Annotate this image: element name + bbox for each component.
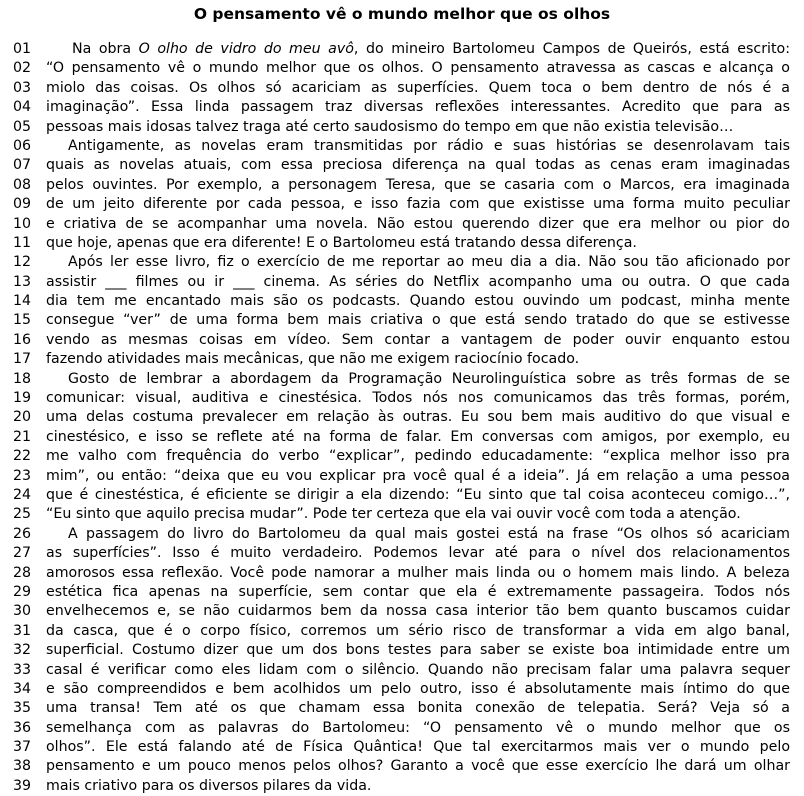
line-text: olhos”. Ele está falando até de Física Quântica! Que tal exercitarmos mais ver o mundo pelo bbox=[46, 739, 790, 756]
line-number: 01 bbox=[13, 41, 32, 57]
line-text: superficial. Costumo dizer que um dos bons testes para saber se existe boa intimidade entre um bbox=[46, 642, 790, 659]
text-line bbox=[0, 292, 804, 311]
line-text: “O pensamento vê o mundo melhor que os olhos. O pensamento atravessa as cascas e alcança o bbox=[46, 60, 790, 77]
line-text: dia tem me encantado mais são os podcasts. Quando estou ouvindo um podcast, minha mente bbox=[46, 293, 790, 310]
text-line bbox=[0, 59, 804, 78]
line-text: Antigamente, as novelas eram transmitidas por rádio e suas histórias se desenrolavam tais bbox=[68, 137, 790, 154]
text-line bbox=[0, 253, 804, 272]
line-text: cinestésico, e isso se reflete até na forma de falar. Em conversas com amigos, por exemplo, eu bbox=[46, 428, 790, 445]
line-number: 12 bbox=[13, 254, 32, 271]
text-line bbox=[0, 680, 804, 699]
text-line bbox=[0, 215, 804, 234]
line-text: fazendo atividades mais mecânicas, que não me exigem raciocínio focado. bbox=[46, 351, 580, 368]
text-line bbox=[0, 176, 804, 195]
line-number: 13 bbox=[13, 273, 32, 290]
line-number: 36 bbox=[13, 719, 32, 736]
line-text: e criativa de se acompanhar uma novela. Não estou querendo dizer que era melhor ou pior do bbox=[46, 215, 790, 232]
text-line bbox=[0, 602, 804, 621]
text-line bbox=[0, 273, 804, 292]
text-title: O pensamento vê o mundo melhor que os olhos bbox=[193, 5, 611, 23]
line-number: 22 bbox=[13, 448, 32, 465]
text-line bbox=[0, 467, 804, 486]
text-line bbox=[0, 738, 804, 757]
text-line bbox=[0, 757, 804, 776]
text-line bbox=[0, 661, 804, 680]
line-number: 26 bbox=[13, 525, 32, 542]
line-text: vendo as mesmas coisas em vídeo. Sem contar a vantagem de poder ouvir enquanto estou bbox=[46, 331, 790, 348]
line-number: 08 bbox=[13, 176, 32, 193]
line-number: 07 bbox=[13, 157, 32, 174]
line-number: 39 bbox=[13, 777, 32, 794]
line-number: 30 bbox=[13, 603, 32, 620]
line-text: que hoje, apenas que era diferente! E o Bartolomeu está tratando dessa diferença. bbox=[46, 234, 637, 251]
line-number: 38 bbox=[13, 758, 32, 775]
line-number: 35 bbox=[13, 700, 32, 717]
line-number: 16 bbox=[13, 331, 32, 348]
text-line bbox=[0, 447, 804, 466]
line-number: 19 bbox=[13, 390, 32, 407]
line-number: 10 bbox=[13, 215, 32, 232]
line-text: Na obra O olho de vidro do meu avô, do mineiro Bartolomeu Campos de Queirós, está escrito: bbox=[72, 41, 791, 57]
text-line bbox=[0, 564, 804, 583]
text-line bbox=[0, 641, 804, 660]
line-number: 25 bbox=[13, 506, 32, 523]
text-line bbox=[0, 583, 804, 602]
line-text: mais criativo para os diversos pilares da vida. bbox=[46, 777, 372, 794]
text-line bbox=[0, 505, 804, 524]
text-line bbox=[0, 311, 804, 330]
text-line bbox=[0, 350, 804, 369]
line-text: miolo das coisas. Os olhos só acariciam as superfícies. Quem toca o bem dentro de nós é a bbox=[46, 79, 790, 96]
text-line bbox=[0, 195, 804, 214]
line-text: assistir ___ filmes ou ir ___ cinema. As séries do Netflix acompanho uma ou outra. O que cada bbox=[46, 273, 790, 290]
text-line bbox=[0, 428, 804, 447]
text-line bbox=[0, 137, 804, 156]
line-number: 20 bbox=[13, 409, 32, 426]
line-number: 03 bbox=[13, 79, 32, 96]
line-number: 24 bbox=[13, 486, 32, 503]
line-text: e são compreendidos e bem acolhidos um pelo outro, isso é absolutamente mais íntimo do que bbox=[46, 680, 790, 697]
line-text: pelos ouvintes. Por exemplo, a personagem Teresa, que se casaria com o Marcos, era imaginada bbox=[46, 176, 790, 193]
line-text: uma transa! Tem até os que chamam essa bonita conexão de telepatia. Será? Veja só a bbox=[46, 700, 790, 717]
line-number: 04 bbox=[13, 99, 32, 116]
line-text: uma delas costuma prevalecer em relação às outras. Eu sou bem mais auditivo do que visual e bbox=[46, 409, 790, 426]
line-text: envelhecemos e, se não cuidarmos bem da nossa casa interior tão bem quanto buscamos cuidar bbox=[46, 603, 790, 620]
text-line bbox=[0, 486, 804, 505]
line-text: “Eu sinto que aquilo precisa mudar”. Pode ter certeza que ela vai ouvir você com toda a atenção. bbox=[46, 506, 741, 523]
line-text: de um jeito diferente por cada pessoa, e isso fazia com que existisse uma forma muito peculiar bbox=[46, 196, 790, 213]
line-text: que é cinestéstica, é eficiente se dirigir a ela dizendo: “Eu sinto que tal coisa aconteceu comigo…”, bbox=[46, 486, 790, 503]
line-text: casal é verificar como eles lidam com o silêncio. Quando não precisam falar uma palavra sequer bbox=[46, 661, 790, 678]
book-title: O olho de vidro do meu avô bbox=[138, 41, 354, 57]
line-number: 06 bbox=[13, 137, 32, 154]
line-number: 11 bbox=[13, 234, 32, 251]
line-number: 29 bbox=[13, 583, 32, 600]
line-number: 14 bbox=[13, 293, 32, 310]
line-number: 34 bbox=[13, 680, 32, 697]
line-text: pessoas mais idosas talvez traga até certo saudosismo do tempo em que não existia televisão… bbox=[46, 118, 734, 135]
line-text: mim”, ou então: “deixa que eu vou explicar pra você qual é a ideia”. Já em relação a uma pessoa bbox=[46, 467, 790, 484]
line-number: 23 bbox=[13, 467, 32, 484]
line-number: 33 bbox=[13, 661, 32, 678]
line-number: 05 bbox=[13, 118, 32, 135]
text-line bbox=[0, 156, 804, 175]
text-line bbox=[0, 525, 804, 544]
text-line bbox=[0, 719, 804, 738]
text-line bbox=[0, 370, 804, 389]
line-text: da casca, que é o corpo físico, corremos um sério risco de transformar a vida em algo banal, bbox=[46, 622, 790, 639]
line-text: Após ler esse livro, fiz o exercício de me reportar ao meu dia a dia. Não sou tão aficionado por bbox=[68, 254, 790, 271]
line-number: 02 bbox=[13, 60, 32, 77]
text-line bbox=[0, 98, 804, 117]
line-number: 32 bbox=[13, 642, 32, 659]
text-line bbox=[0, 408, 804, 427]
line-text: A passagem do livro do Bartolomeu da qual mais gostei está na frase “Os olhos só acariciam bbox=[68, 525, 790, 542]
line-text: pensamento e um pouco menos pelos olhos? Garanto a você que esse exercício lhe dará um olhar bbox=[46, 758, 790, 775]
numbered-text-body bbox=[0, 40, 804, 796]
line-number: 18 bbox=[13, 370, 32, 387]
line-number: 37 bbox=[13, 739, 32, 756]
text-line bbox=[0, 118, 804, 137]
text-line bbox=[0, 40, 804, 59]
text-line bbox=[0, 79, 804, 98]
line-text: imaginação”. Essa linda passagem traz diversas reflexões interessantes. Acredito que para as bbox=[46, 99, 790, 116]
line-number: 31 bbox=[13, 622, 32, 639]
line-number: 15 bbox=[13, 312, 32, 329]
text-line bbox=[0, 622, 804, 641]
text-line bbox=[0, 331, 804, 350]
line-number: 17 bbox=[13, 351, 32, 368]
line-text: as superfícies”. Isso é muito verdadeiro. Podemos levar até para o nível dos relacionamentos bbox=[46, 545, 790, 562]
text-line bbox=[0, 777, 804, 796]
line-number: 09 bbox=[13, 196, 32, 213]
line-text: me valho com frequência do verbo “explicar”, pedindo educadamente: “explica melhor isso pra bbox=[46, 448, 790, 465]
line-number: 28 bbox=[13, 564, 32, 581]
line-text: semelhança com as palavras do Bartolomeu: “O pensamento vê o mundo melhor que os bbox=[46, 719, 790, 736]
text-line bbox=[0, 544, 804, 563]
line-number: 21 bbox=[13, 428, 32, 445]
text-line bbox=[0, 234, 804, 253]
line-text: quais as novelas atuais, com essa preciosa diferença na qual todas as cenas eram imaginadas bbox=[46, 157, 790, 174]
line-text: consegue “ver” de uma forma bem mais criativa o que está sendo tratado do que se estivesse bbox=[46, 312, 790, 329]
line-text: comunicar: visual, auditiva e cinestésica. Todos nós nos comunicamos das três formas, porém, bbox=[46, 390, 790, 407]
line-number: 27 bbox=[13, 545, 32, 562]
text-line bbox=[0, 389, 804, 408]
line-text: Gosto de lembrar a abordagem da Programação Neurolinguística sobre as três formas de se bbox=[68, 370, 790, 387]
line-text: estética fica apenas na superfície, sem contar que ela é extremamente passageira. Todos nós bbox=[46, 583, 790, 600]
text-line bbox=[0, 699, 804, 718]
line-text: amorosos essa reflexão. Você pode namorar a mulher mais linda ou o homem mais lindo. A beleza bbox=[46, 564, 790, 581]
